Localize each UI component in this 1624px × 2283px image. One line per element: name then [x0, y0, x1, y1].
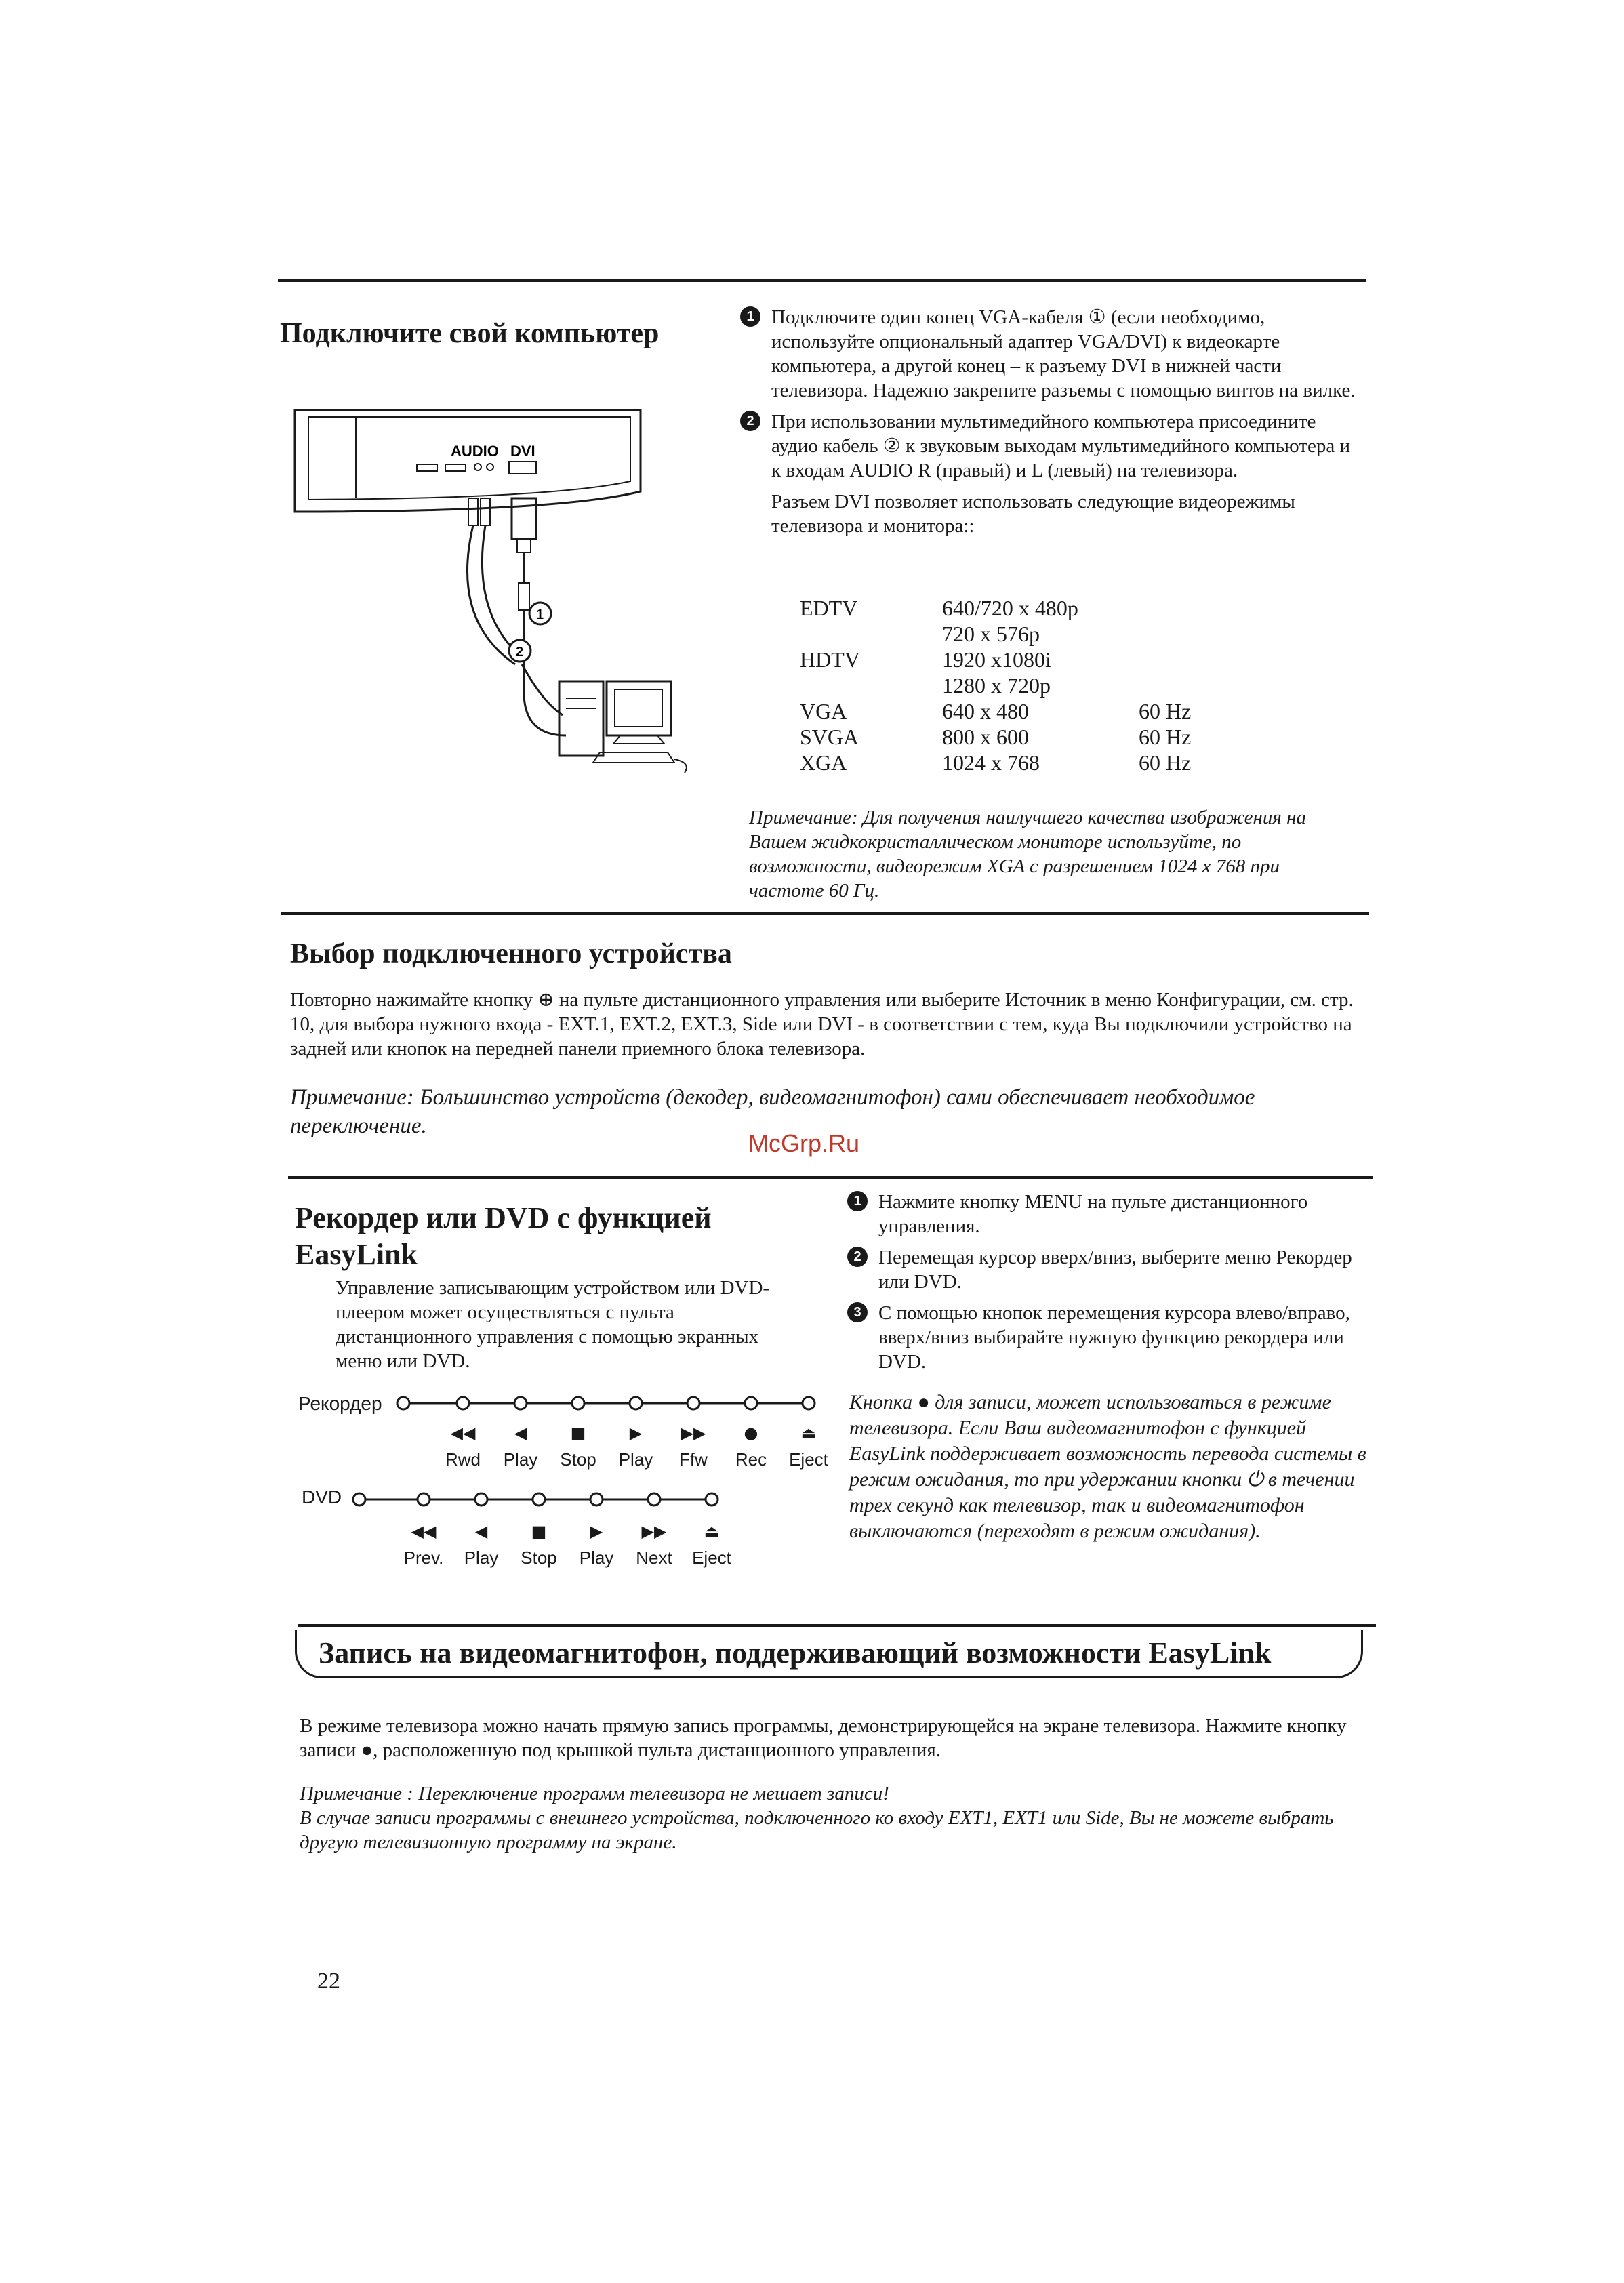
easylink-step-2	[847, 1245, 1369, 1294]
computer-connection-diagram	[288, 397, 708, 776]
dvd_buttons-symbol-icon: ◀◀	[411, 1522, 437, 1541]
recorder_buttons-node	[514, 1397, 527, 1409]
dvd_buttons-node	[590, 1493, 603, 1506]
dvd_buttons-node	[648, 1493, 660, 1506]
recorder_buttons-label: Rec	[735, 1449, 767, 1470]
dvi-mode-freq: 60 Hz	[1139, 750, 1192, 775]
dvi-mode-freq	[1139, 621, 1220, 647]
dvi-mode-freq	[1139, 595, 1220, 621]
recorder-label: Рекордер	[298, 1393, 382, 1414]
dvi-mode-res: 640 x 480	[942, 699, 1029, 723]
easylink-steps	[847, 1190, 1369, 1381]
dvi-mode-res: 1280 x 720p	[942, 673, 1051, 698]
page-number: 22	[317, 1968, 340, 1994]
easylink-step-3	[847, 1301, 1369, 1374]
dvi-mode-name: EDTV	[800, 596, 858, 620]
dvi-mode-res: 1024 x 768	[942, 750, 1040, 775]
easylink-step-3-text: С помощью кнопок перемещения курсора влево/вправо, вверх/вниз выбирайте нужную функцию рекордера или DVD.	[878, 1302, 1350, 1373]
recorder_buttons-symbol-icon: ▶	[629, 1423, 643, 1442]
dvd_buttons-label: Prev.	[403, 1548, 444, 1568]
dvd_buttons-label: Eject	[692, 1548, 731, 1568]
recorder_buttons-label: Eject	[789, 1449, 828, 1470]
dvd_buttons-node	[533, 1493, 545, 1506]
recorder_buttons-symbol-icon: ■	[570, 1423, 586, 1442]
dvd_buttons-symbol-icon: ■	[531, 1522, 547, 1541]
top-rule	[278, 279, 1366, 282]
step-2-icon: 2	[847, 1247, 868, 1267]
dvd_buttons-symbol-icon: ▶▶	[641, 1522, 667, 1541]
dvi-mode-row	[800, 595, 1220, 621]
select-note: Примечание: Большинство устройств (декодер, видеомагнитофон) сами обеспечивает необходимое переключение.	[290, 1085, 1255, 1138]
recorder_buttons-symbol-icon: ⏏	[800, 1423, 817, 1442]
recorder_buttons-node	[630, 1397, 642, 1409]
dvd_buttons-node	[706, 1493, 718, 1506]
recorder_buttons-symbol-icon: ◀	[514, 1423, 527, 1442]
rule-2	[281, 912, 1369, 915]
dvi-port-label: DVI	[510, 443, 535, 460]
dvi-intro: Разъем DVI позволяет использовать следующие видеорежимы телевизора и монитора::	[771, 491, 1295, 537]
easylink-side-note: Кнопка ● для записи, может использоваться в режиме телевизора. Если Ваш видеомагнитофон с функцией EasyLink поддерживает возможность перевода системы в режим ожидания, то при удержании кнопки ⏻ в течении трех секунд как телевизор, так и видеомагнитофон выключаются (переходят в режим ожидания).	[849, 1391, 1366, 1542]
dvd_buttons-label: Play	[579, 1548, 614, 1568]
dvi-mode-freq	[1139, 647, 1220, 672]
dvd_buttons-symbol-icon: ◀	[474, 1522, 488, 1541]
dvi-mode-row	[800, 698, 1220, 724]
section-title-easylink	[295, 1200, 712, 1273]
rule-3	[288, 1176, 1373, 1179]
dvd_buttons-node	[418, 1493, 430, 1506]
computer-step-2	[740, 409, 1364, 483]
recorder_buttons-node	[687, 1397, 699, 1409]
dvd_buttons-label: Stop	[521, 1548, 557, 1568]
dvd_buttons-node	[475, 1493, 487, 1506]
dvi-mode-row	[800, 724, 1220, 750]
dvd_buttons-label: Play	[464, 1548, 499, 1568]
recorder_buttons-label: Stop	[560, 1449, 596, 1470]
dvi-mode-freq: 60 Hz	[1139, 725, 1192, 749]
recorder_buttons-label: Ffw	[679, 1449, 708, 1470]
dvi-mode-row	[800, 672, 1220, 698]
recorder_buttons-label: Rwd	[445, 1449, 481, 1470]
easylink-step-1-text: Нажмите кнопку MENU на пульте дистанционного управления.	[878, 1191, 1308, 1237]
dvi-mode-res: 640/720 x 480p	[942, 596, 1078, 620]
recorder_buttons-label: Play	[503, 1449, 538, 1470]
recorder_buttons-symbol-icon: ▶▶	[681, 1423, 706, 1442]
dvd_buttons-symbol-icon: ▶	[590, 1522, 603, 1541]
section-title-select: Выбор подключенного устройства	[290, 938, 732, 969]
easylink-title-line2: EasyLink	[295, 1238, 418, 1271]
section-title-vcr: Запись на видеомагнитофон, поддерживающий возможности EasyLink	[319, 1636, 1272, 1670]
dvd_buttons-symbol-icon: ⏏	[704, 1522, 720, 1541]
dvi-mode-name: HDTV	[800, 647, 860, 672]
dvi-mode-name	[800, 621, 942, 647]
recorder_buttons-node	[397, 1397, 409, 1409]
vcr-note-1: Примечание : Переключение программ телевизора не мешает записи!	[300, 1783, 889, 1804]
recorder_buttons-node	[572, 1397, 584, 1409]
remote-controls-diagram	[291, 1386, 834, 1590]
watermark: McGrp.Ru	[748, 1129, 860, 1157]
dvi-mode-name	[800, 672, 942, 698]
recorder_buttons-symbol-icon: ◀◀	[450, 1423, 476, 1442]
dvi-mode-name: SVGA	[800, 725, 859, 749]
audio-port-label: AUDIO	[451, 443, 499, 460]
vcr-note-2: В случае записи программы с внешнего устройства, подключенного ко входу EXT1, EXT1 или Side, Вы не можете выбрать другую телевизионную программу на экране.	[300, 1807, 1334, 1853]
rule-4	[298, 1624, 1376, 1627]
dvi-mode-res: 1920 x1080i	[942, 647, 1051, 672]
callout-2-label: 2	[516, 645, 524, 660]
dvd_buttons-node	[353, 1493, 365, 1506]
recorder_buttons-node	[803, 1397, 815, 1409]
computer-step-2-text: При использовании мультимедийного компьютера присоедините аудио кабель ② к звуковым выходам мультимедийного компьютера и к входам AUDIO R (правый) и L (левый) на телевизора.	[771, 411, 1350, 481]
step-3-icon: 3	[847, 1302, 868, 1322]
recorder_buttons-label: Play	[618, 1449, 653, 1470]
dvi-modes-table	[800, 595, 1220, 775]
computer-steps	[740, 305, 1364, 538]
dvd-label: DVD	[302, 1487, 342, 1508]
dvd_buttons-label: Next	[636, 1548, 672, 1568]
step-1-icon: 1	[847, 1191, 868, 1211]
easylink-title-line1: Рекордер или DVD с функцией	[295, 1201, 712, 1234]
recorder_buttons-node	[745, 1397, 757, 1409]
vcr-body: В режиме телевизора можно начать прямую запись программы, демонстрирующейся на экране телевизора. Нажмите кнопку записи ●, расположенную под крышкой пульта дистанционного управления.	[300, 1715, 1347, 1761]
computer-step-1-text: Подключите один конец VGA-кабеля ① (если необходимо, используйте опциональный адаптер VGA/DVI) к видеокарте компьютера, а другой конец – к разъему DVI в нижней части телевизора. Надежно закрепите разъемы с помощью винтов на вилке.	[771, 306, 1356, 401]
dvi-mode-row	[800, 750, 1220, 775]
easylink-intro: Управление записывающим устройством или DVD-плеером может осуществляться с пульта дистанционного управления с помощью экранных меню или DVD.	[336, 1277, 770, 1372]
easylink-step-1	[847, 1190, 1369, 1238]
recorder_buttons-symbol-icon: ●	[744, 1423, 758, 1442]
dvi-mode-name: VGA	[800, 699, 847, 723]
section-title-computer: Подключите свой компьютер	[280, 318, 659, 349]
dvi-mode-freq: 60 Hz	[1139, 699, 1192, 723]
select-body: Повторно нажимайте кнопку ⊕ на пульте дистанционного управления или выберите Источник в меню Конфигурации, см. стр. 10, для выбора нужного входа - EXT.1, EXT.2, EXT.3, Side или DVI - в соответствии с тем, куда Вы подключили устройство на задней или кнопок на передней панели приемного блока телевизора.	[290, 989, 1354, 1059]
dvi-mode-res: 800 x 600	[942, 725, 1029, 749]
recorder_buttons-node	[457, 1397, 469, 1409]
dvi-mode-freq	[1139, 672, 1220, 698]
step-2-icon: 2	[740, 411, 760, 431]
dvi-mode-row	[800, 647, 1220, 672]
step-1-icon: 1	[740, 306, 760, 327]
dvi-mode-name: XGA	[800, 750, 847, 775]
dvi-mode-row	[800, 621, 1220, 647]
callout-1-label: 1	[536, 607, 544, 622]
computer-note: Примечание: Для получения наилучшего качества изображения на Вашем жидкокристаллическом мониторе используйте, по возможности, видеорежим XGA с разрешением 1024 x 768 при частоте 60 Гц.	[749, 807, 1307, 902]
computer-step-1	[740, 305, 1364, 403]
easylink-step-2-text: Перемещая курсор вверх/вниз, выберите меню Рекордер или DVD.	[878, 1247, 1352, 1293]
dvi-mode-res: 720 x 576p	[942, 622, 1040, 646]
